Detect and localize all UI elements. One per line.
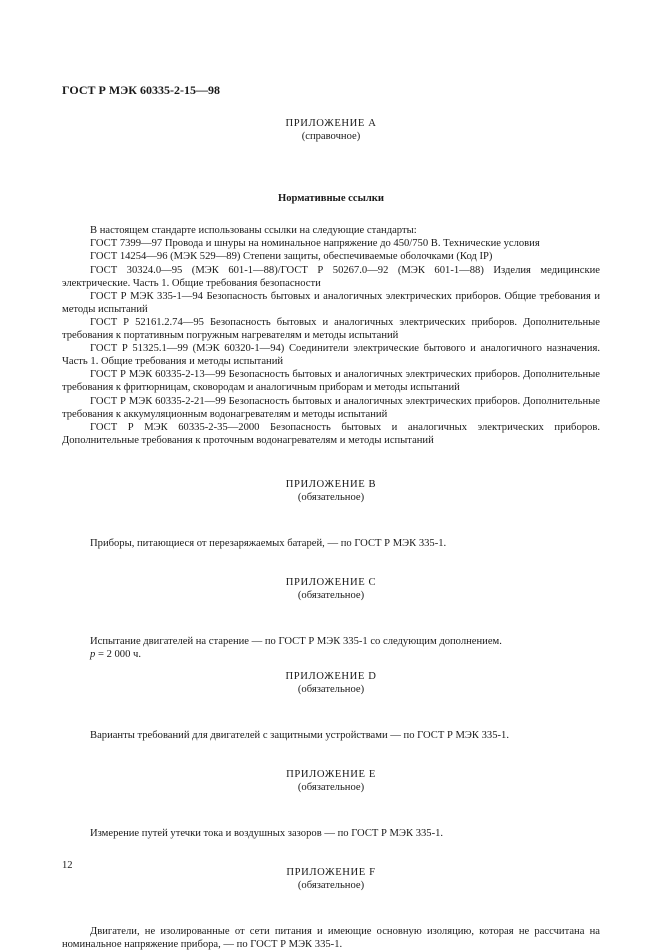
appendix-b-title: ПРИЛОЖЕНИЕ В [285,478,377,490]
appendix-a-subtitle: (справочное) [301,131,361,143]
normative-references-heading: Нормативные ссылки [277,193,384,205]
appendix-b [62,478,600,550]
appendix-d [62,670,600,742]
appendix-e-text: Измерение путей утечки тока и воздушных зазоров — по ГОСТ Р МЭК 335-1. [90,828,444,839]
appendix-e [62,768,600,840]
appendix-b-subtitle: (обязательное) [297,491,365,503]
appendix-d-text: Варианты требований для двигателей с защитными устройствами — по ГОСТ Р МЭК 335-1. [90,729,509,741]
appendix-f [62,866,600,951]
appendix-c-formula [62,648,600,661]
reference-item: ГОСТ 7399—97 Провода и шнуры на номинальное напряжение до 450/750 В. Технические условия [90,238,540,250]
appendix-c-text: Испытание двигателей на старение — по ГОСТ Р МЭК 335-1 со следующим дополнением. [90,636,502,648]
appendix-c-title: ПРИЛОЖЕНИЕ С [285,577,377,589]
reference-item: ГОСТ Р 51325.1—99 (МЭК 60320-1—94) Соединители электрические бытового и аналогичного назначения. Часть 1. Общие требования и методы испытаний [62,343,600,368]
reference-item: ГОСТ Р МЭК 60335-2-13—99 Безопасность бытовых и аналогичных электрических приборов. Дополнительные требования к фритюрницам, сковородам и аналогичным приборам и методы испытаний [62,369,600,394]
appendix-b-text: Приборы, питающиеся от перезаряжаемых батарей, — по ГОСТ Р МЭК 335-1. [90,538,447,550]
appendix-e-subtitle: (обязательное) [297,781,365,793]
page-number: 12 [62,860,73,871]
document-body [62,117,600,951]
references-intro: В настоящем стандарте использованы ссылки на следующие стандарты: [90,225,417,237]
document-code-header: ГОСТ Р МЭК 60335-2-15—98 [62,83,220,97]
reference-item: ГОСТ 14254—96 (МЭК 529—89) Степени защиты, обеспечиваемые оболочками (Код IP) [90,251,493,263]
formula-variable: p [90,649,96,661]
appendix-d-title: ПРИЛОЖЕНИЕ D [285,670,377,682]
reference-item: ГОСТ Р МЭК 335-1—94 Безопасность бытовых и аналогичных электрических приборов. Общие требования и методы испытаний [62,290,600,315]
appendix-c [62,576,600,661]
reference-item: ГОСТ Р МЭК 60335-2-21—99 Безопасность бытовых и аналогичных электрических приборов. Дополнительные требования к аккумуляционным водонагревателям и методы испытаний [62,395,600,420]
appendix-f-text: Двигатели, не изолированные от сети питания и имеющие основную изоляцию, которая не рассчитана на номинальное напряжение прибора, — по ГОСТ Р МЭК 335-1. [62,926,600,951]
formula-value: = 2 000 ч. [95,649,142,661]
reference-item: ГОСТ 30324.0—95 (МЭК 601-1—88)/ГОСТ Р 50267.0—92 (МЭК 601-1—88) Изделия медицинские электрические. Часть 1. Общие требования безопасности [62,264,600,289]
appendix-f-subtitle: (обязательное) [297,880,365,892]
appendix-d-subtitle: (обязательное) [297,683,365,695]
appendix-f-title: ПРИЛОЖЕНИЕ F [286,867,376,879]
appendix-c-subtitle: (обязательное) [297,590,365,602]
appendix-a [62,117,600,447]
reference-item: ГОСТ Р 52161.2.74—95 Безопасность бытовых и аналогичных электрических приборов. Дополнительные требования к портативным погружным нагревателям и методы испытаний [62,316,600,342]
reference-item: ГОСТ Р МЭК 60335-2-35—2000 Безопасность бытовых и аналогичных электрических приборов. Дополнительные требования к проточным водонагревателям и методы испытаний [62,421,600,446]
appendix-a-title: ПРИЛОЖЕНИЕ А [285,118,377,129]
appendix-e-title: ПРИЛОЖЕНИЕ Е [286,768,376,780]
